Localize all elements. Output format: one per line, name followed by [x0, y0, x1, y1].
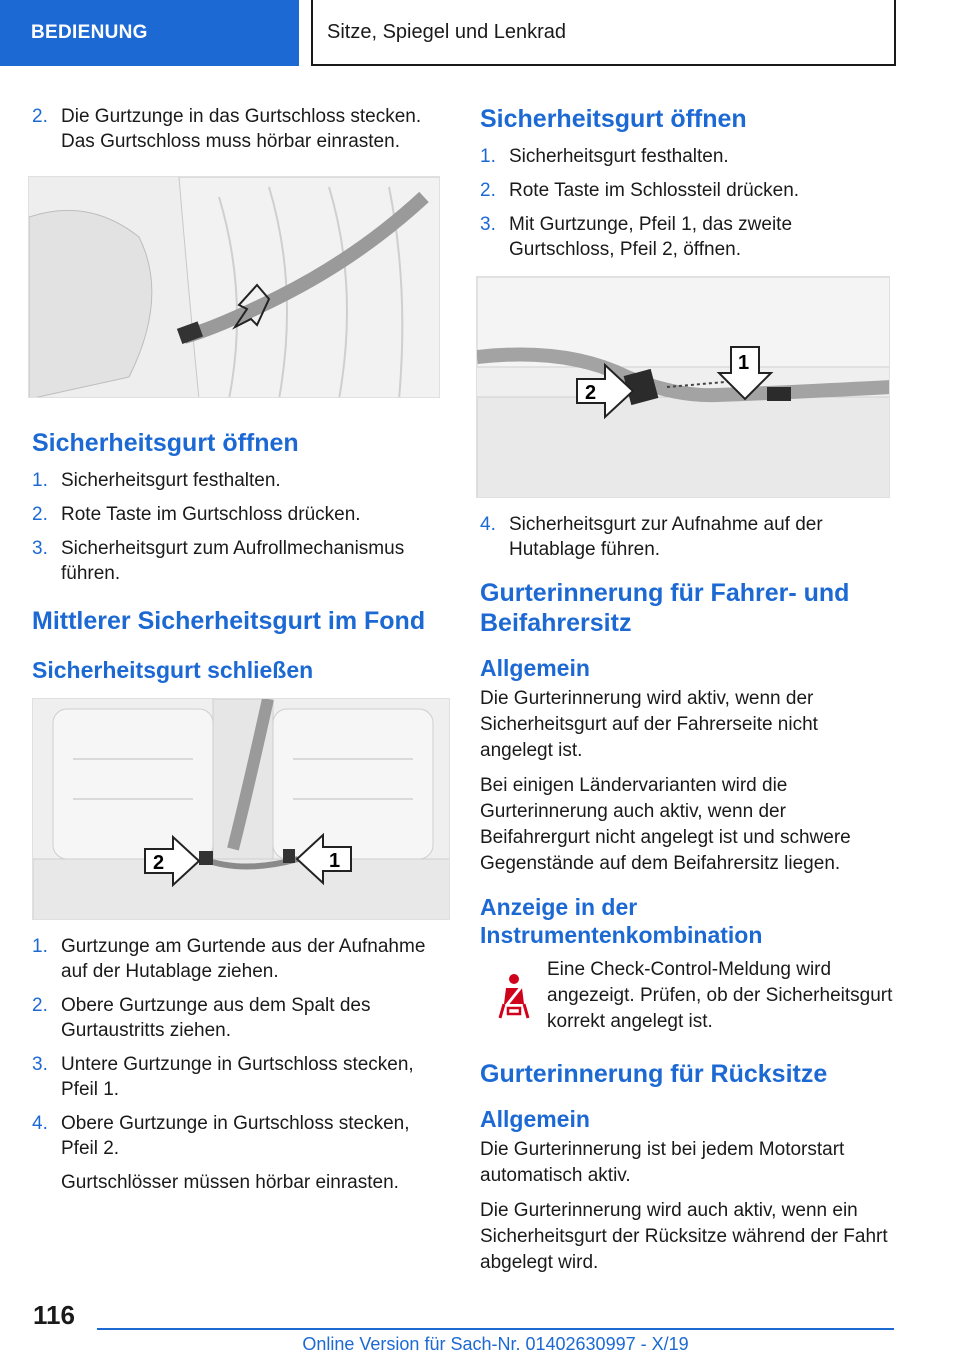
close-note: Gurtschlösser müssen hörbar einrasten. [61, 1172, 399, 1193]
seatbelt-warning-icon [480, 957, 547, 1035]
heading-open: Sicherheitsgurt öffnen [32, 429, 299, 457]
heading-general-1: Allgemein [480, 655, 590, 681]
intro-steps [32, 104, 450, 154]
list-item: 3. Sicherheitsgurt zum Aufrollmechanismus führen. [32, 538, 405, 584]
list-item: 2. Obere Gurtzunge aus dem Spalt des Gurtaustritts ziehen. [32, 995, 371, 1041]
list-item: 1. Gurtzunge am Gurtende aus der Aufnahme auf der Hutablage ziehen. [32, 936, 426, 982]
page-number: 116 [33, 1300, 75, 1330]
open-steps-right [480, 144, 894, 262]
right-column [480, 104, 894, 1285]
heading-middle-belt: Mittlerer Sicherheitsgurt im Fond [32, 607, 426, 635]
heading-close: Sicherheitsgurt schließen [32, 657, 314, 683]
figure-front-seat-buckle [28, 176, 440, 398]
list-item: 2. Rote Taste im Gurtschloss drücken. [32, 504, 361, 525]
list-item: 1. Sicherheitsgurt festhalten. [480, 146, 729, 167]
list-item: 2. Rote Taste im Schlossteil drücken. [480, 180, 800, 201]
figure-rear-bench-buckle [32, 698, 450, 920]
heading-reminder-rear: Gurterinnerung für Rücksitze [480, 1060, 828, 1088]
list-item: 3. Untere Gurtzunge in Gurtschloss stecken, Pfeil 1. [32, 1054, 414, 1100]
list-item: 1. Sicherheitsgurt festhalten. [32, 470, 281, 491]
heading-reminder-front: Gurterinnerung für Fahrer- und Beifahrersitz [480, 579, 850, 637]
label-arrow-1: 1 [738, 352, 750, 374]
left-column [32, 104, 450, 1204]
list-item: 2. Die Gurtzunge in das Gurtschloss stecken. Das Gurtschloss muss hörbar einrasten. [32, 106, 422, 152]
heading-display: Anzeige in der Instrumentenkombination [480, 894, 763, 948]
display-message [480, 957, 894, 1035]
list-item: 4. Sicherheitsgurt zur Aufnahme auf der Hutablage führen. [480, 514, 823, 560]
general-1-text-2: Bei einigen Ländervarianten wird die Gurterinnerung auch aktiv, wenn der Beifahrergurt nicht angelegt ist und schwere Gegenstände auf dem Beifahrersitz liegen. [480, 775, 851, 874]
list-item: 4. Obere Gurtzunge in Gurtschloss stecken, Pfeil 2. [32, 1113, 410, 1159]
open-step-4 [480, 512, 894, 562]
footer-version: Online Version für Sach-Nr. 01402630997 - X/19 [302, 1334, 689, 1354]
footer-divider [97, 1328, 894, 1330]
list-item: 3. Mit Gurtzunge, Pfeil 1, das zweite Gurtschloss, Pfeil 2, öffnen. [480, 214, 793, 260]
open-steps [32, 468, 450, 586]
section-tab [0, 0, 299, 66]
figure-second-buckle [476, 276, 890, 498]
close-steps [32, 934, 450, 1161]
section-label: BEDIENUNG [31, 22, 148, 43]
label-arrow-1: 1 [329, 850, 341, 872]
chapter-title [311, 0, 896, 66]
label-arrow-2: 2 [153, 852, 165, 874]
general-2-text-2: Die Gurterinnerung wird auch aktiv, wenn ein Sicherheitsgurt der Rücksitze während der Fahrt abgelegt wird. [480, 1200, 888, 1273]
label-arrow-2: 2 [585, 382, 597, 404]
chapter-label: Sitze, Spiegel und Lenkrad [327, 20, 567, 43]
general-2-text-1: Die Gurterinnerung ist bei jedem Motorstart automatisch aktiv. [480, 1139, 845, 1186]
display-text: Eine Check-Control-Meldung wird angezeigt. Prüfen, ob der Sicherheitsgurt korrekt angelegt ist. [547, 959, 893, 1032]
heading-general-2: Allgemein [480, 1106, 590, 1132]
heading-open-right: Sicherheitsgurt öffnen [480, 105, 747, 133]
general-1-text-1: Die Gurterinnerung wird aktiv, wenn der Sicherheitsgurt auf der Fahrerseite nicht angelegt ist. [480, 688, 818, 761]
